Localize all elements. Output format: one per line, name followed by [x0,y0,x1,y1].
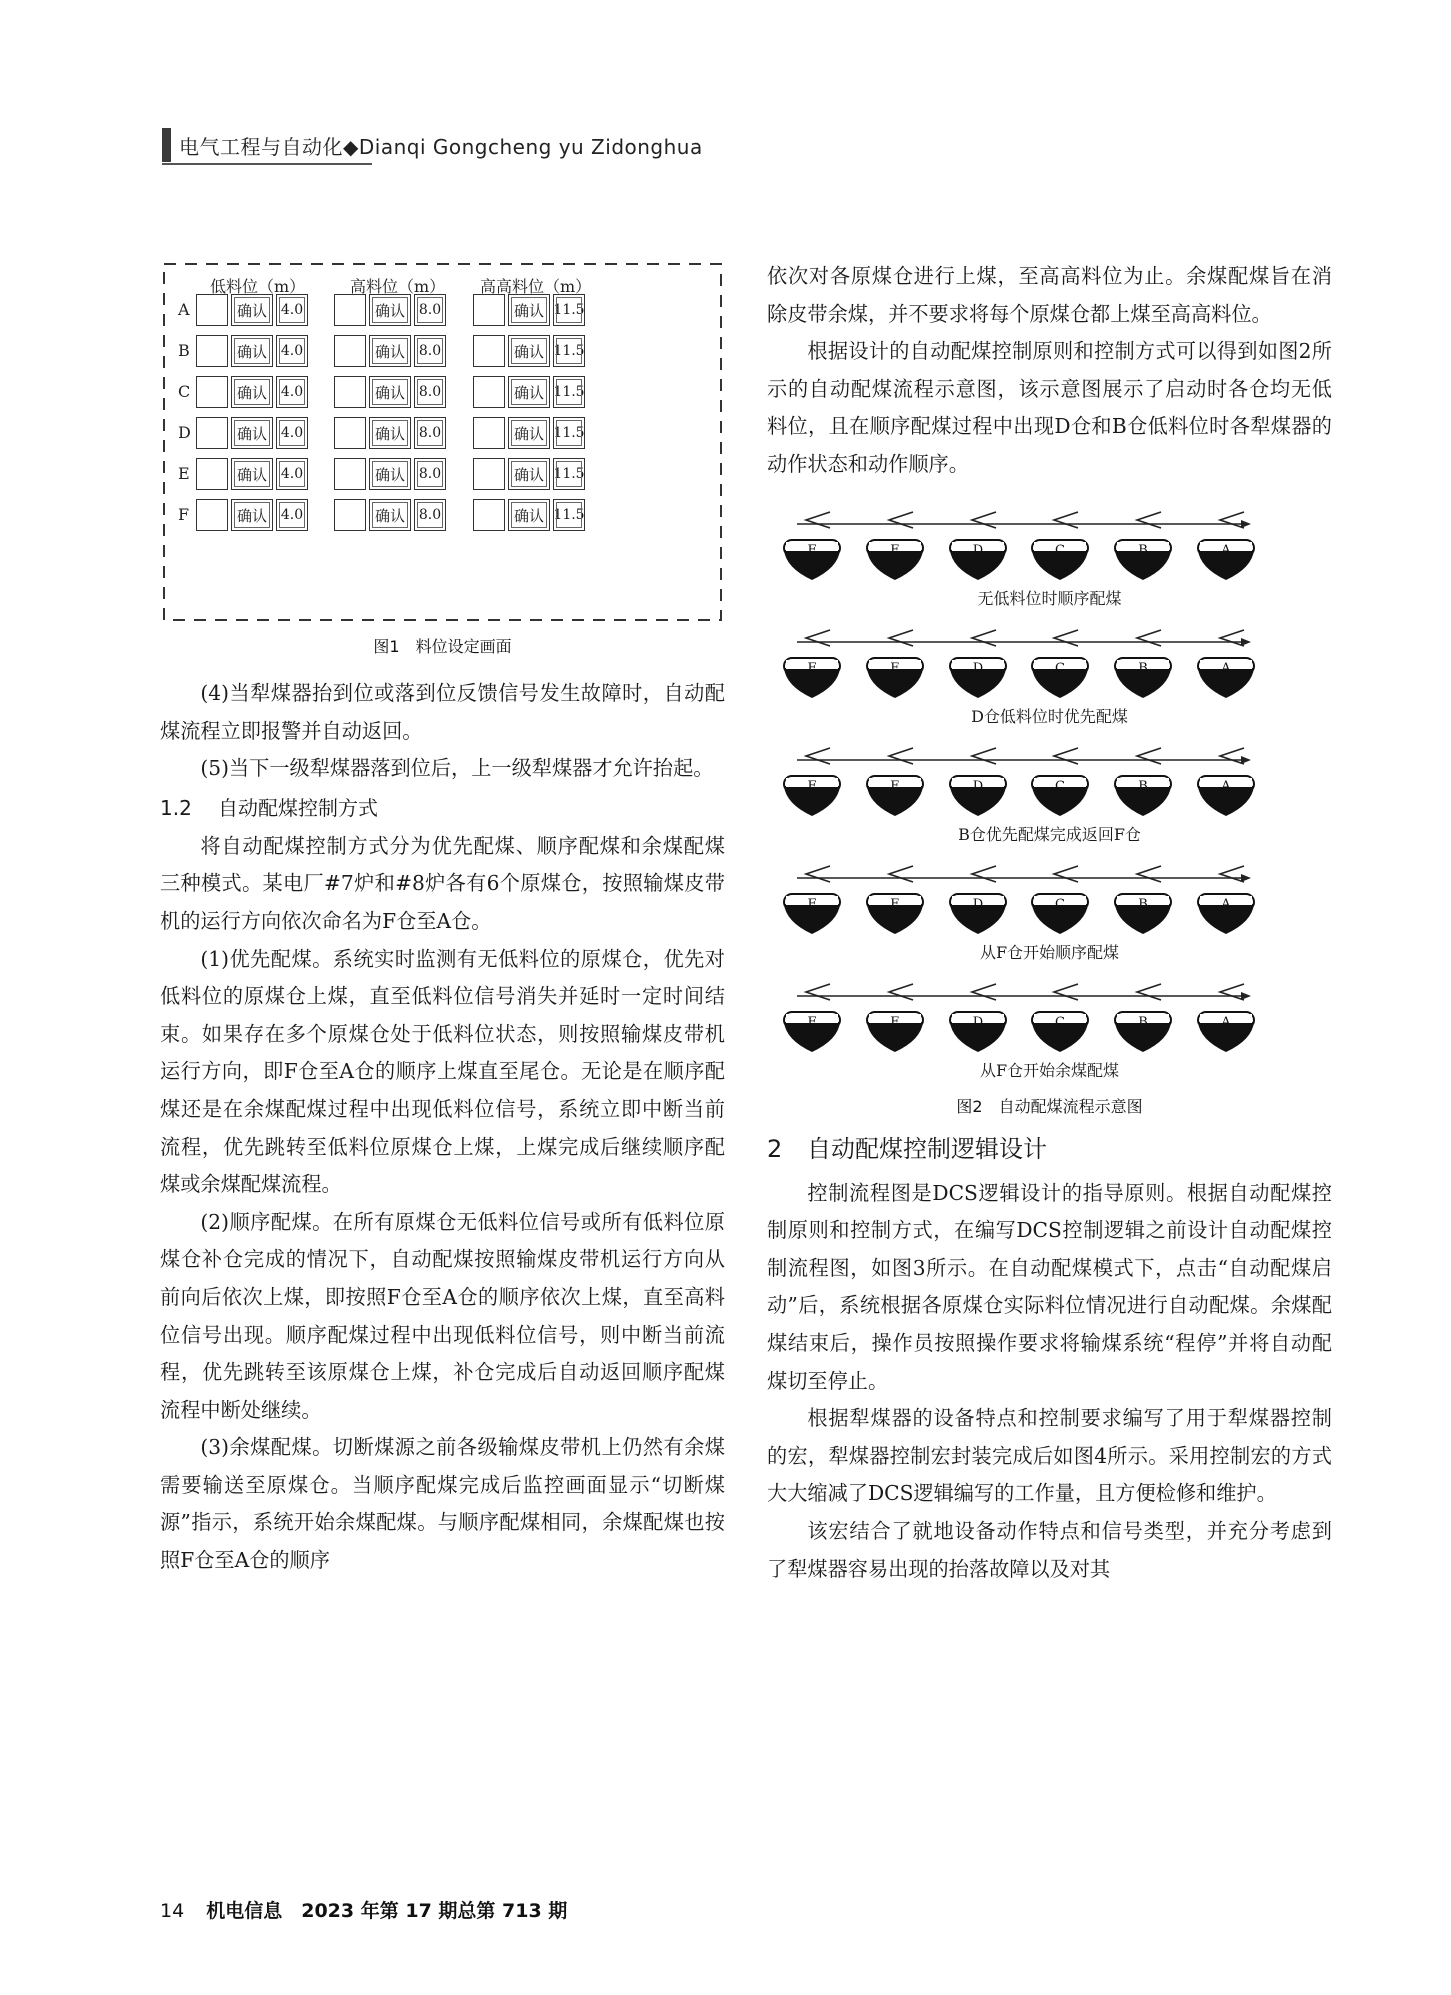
bin-label: E [890,1014,900,1030]
coal-bin [1115,894,1171,934]
coal-bin [950,658,1006,698]
header-rule [162,163,372,165]
level-value-field[interactable]: 4.0 [276,294,308,326]
level-column-header: 低料位（m） [210,277,306,296]
bin-label: B [1138,778,1148,794]
figure-2-intro: 根据设计的自动配煤控制原则和控制方式可以得到如图2所示的自动配煤流程示意图，该示意图展示了启动时各仓均无低料位，且在顺序配煤过程中出现D仓和B仓低料位时各犁煤器的动作状态和动作顺序。 [767,339,1332,476]
paragraph-5: (5)当下一级犁煤器落到位后，上一级犁煤器才允许抬起。 [200,756,714,781]
bin-label: C [1055,660,1065,676]
level-status-box [473,294,505,326]
plough-icon [1054,630,1078,646]
level-value-field[interactable]: 4.0 [276,499,308,531]
level-status-box [334,499,366,531]
flow-panel-caption: D仓低料位时优先配煤 [971,706,1128,726]
header-title: 电气工程与自动化◆Dianqi Gongcheng yu Zidonghua [179,134,703,159]
continued-paragraph: 依次对各原煤仓进行上煤，至高高料位为止。余煤配煤旨在消除皮带余煤，并不要求将每个原煤仓都上煤至高高料位。 [767,264,1332,326]
coal-bin [1115,540,1171,580]
plough-icon [1054,748,1078,764]
bin-label: C [1055,778,1065,794]
confirm-button[interactable]: 确认 [369,458,411,490]
confirm-button[interactable]: 确认 [508,499,550,531]
flow-panel-caption: B仓优先配煤完成返回F仓 [958,824,1141,844]
bin-row-label: C [178,382,191,401]
confirm-button[interactable]: 确认 [231,458,273,490]
plough-icon [806,512,830,528]
paragraph-macro: 根据犁煤器的设备特点和控制要求编写了用于犁煤器控制的宏，犁煤器控制宏封装完成后如图4所示。采用控制宏的方式大大缩减了DCS逻辑编写的工作量，且方便检修和维护。 [767,1406,1332,1506]
bin-label: D [972,778,984,794]
figure-2 [767,498,1332,1088]
bin-label: F [807,778,817,794]
bin-label: B [1138,1014,1148,1030]
coal-bin [1032,1012,1088,1052]
level-value-field[interactable]: 8.0 [414,499,446,531]
plough-icon [1137,748,1161,764]
bin-label: F [807,1014,817,1030]
confirm-button[interactable]: 确认 [231,417,273,449]
plough-icon [1054,866,1078,882]
bin-label: D [972,660,984,676]
level-value-field[interactable]: 4.0 [276,376,308,408]
plough-icon [1220,748,1244,764]
section-number: 2 [767,1134,783,1163]
paragraph-macro-features: 该宏结合了就地设备动作特点和信号类型，并充分考虑到了犁煤器容易出现的抬落故障以及对其 [767,1518,1332,1581]
bin-label: E [890,542,900,558]
plough-icon [806,866,830,882]
level-status-box [334,335,366,367]
level-status-box [473,458,505,490]
section-title: 自动配煤控制逻辑设计 [807,1134,1047,1163]
bin-label: C [1055,542,1065,558]
coal-bin [867,776,923,816]
bin-label: D [972,1014,984,1030]
coal-bin [1032,776,1088,816]
level-column-header: 高料位（m） [350,277,446,296]
level-value-field[interactable]: 8.0 [414,294,446,326]
coal-bin [950,540,1006,580]
bin-label: D [972,542,984,558]
bin-label: A [1221,1014,1231,1030]
level-value-field[interactable]: 4.0 [276,335,308,367]
level-status-box [334,294,366,326]
flow-panel [767,970,1332,1066]
flow-panel-caption: 从F仓开始顺序配煤 [979,942,1120,962]
level-value-field[interactable]: 8.0 [414,417,446,449]
bin-row-label: B [178,341,190,360]
plough-icon [806,748,830,764]
confirm-button[interactable]: 确认 [231,335,273,367]
confirm-button[interactable]: 确认 [231,376,273,408]
plough-icon [1220,866,1244,882]
plough-icon [972,748,996,764]
plough-icon [1220,512,1244,528]
paragraph-flowchart: 控制流程图是DCS逻辑设计的指导原则。根据自动配煤控制原则和控制方式，在编写DCS控制逻辑之前设计自动配煤控制流程图，如图3所示。在自动配煤模式下，点击“自动配煤启动”后，系统根据各原煤仓实际料位情况进行自动配煤。余煤配煤结束后，操作员按照操作要求将输煤系统“程停”并将自动配煤切至停止。 [767,1180,1332,1393]
level-status-box [196,294,228,326]
bin-label: F [807,896,817,912]
control-intro: 将自动配煤控制方式分为优先配煤、顺序配煤和余煤配煤三种模式。某电厂#7炉和#8炉各有6个原煤仓，按照输煤皮带机的运行方向依次命名为F仓至A仓。 [160,833,725,933]
figure-1 [160,260,725,628]
coal-bin [1032,540,1088,580]
page-number: 14 [160,1900,185,1922]
coal-bin [1198,540,1254,580]
level-value-field[interactable]: 11.5 [553,458,585,490]
coal-bin [784,1012,840,1052]
right-column [767,258,1332,1588]
plough-icon [889,630,913,646]
coal-bin [1198,658,1254,698]
flow-panel-caption: 从F仓开始余煤配煤 [979,1060,1120,1080]
confirm-button[interactable]: 确认 [508,458,550,490]
page-footer [160,1896,567,1923]
section-title: 自动配煤控制方式 [218,795,378,820]
level-status-box [334,417,366,449]
coal-bin [1115,1012,1171,1052]
bin-label: E [890,778,900,794]
flow-panel [767,498,1332,594]
mode-priority: (1)优先配煤。系统实时监测有无低料位的原煤仓，优先对低料位的原煤仓上煤，直至低料位信号消失并延时一定时间结束。如果存在多个原煤仓处于低料位状态，则按照输煤皮带机运行方向，即F仓至A仓的顺序上煤直至尾仓。无论是在顺序配煤还是在余煤配煤过程中出现低料位信号，系统立即中断当前流程，优先跳转至低料位原煤仓上煤，上煤完成后继续顺序配煤或余煤配煤流程。 [160,946,725,1197]
bin-label: E [890,660,900,676]
bin-label: C [1055,896,1065,912]
plough-icon [1054,984,1078,1000]
plough-icon [972,512,996,528]
header-bar [162,128,171,162]
level-status-box [473,417,505,449]
coal-bin [1032,658,1088,698]
level-value-field[interactable]: 8.0 [414,335,446,367]
level-value-field[interactable]: 11.5 [553,376,585,408]
bin-label: A [1221,660,1231,676]
bin-row-label: E [178,464,190,483]
level-status-box [473,376,505,408]
plough-icon [972,630,996,646]
level-value-field[interactable]: 11.5 [553,417,585,449]
flow-panel-caption: 无低料位时顺序配煤 [977,588,1122,608]
section-2-heading [767,1127,1332,1171]
confirm-button[interactable]: 确认 [508,294,550,326]
confirm-button[interactable]: 确认 [508,417,550,449]
bin-label: A [1221,896,1231,912]
plough-icon [1137,512,1161,528]
coal-bin [867,1012,923,1052]
figure-2-caption: 图2 自动配煤流程示意图 [956,1096,1143,1116]
bin-label: B [1138,542,1148,558]
plough-icon [1054,512,1078,528]
plough-icon [1137,866,1161,882]
plough-icon [889,512,913,528]
plough-icon [806,984,830,1000]
coal-bin [784,776,840,816]
coal-bin [867,894,923,934]
confirm-button[interactable]: 确认 [369,499,411,531]
level-value-field[interactable]: 4.0 [276,417,308,449]
coal-bin [1198,776,1254,816]
journal-info: 机电信息 2023 年第 17 期总第 713 期 [206,1900,568,1922]
coal-bin [950,1012,1006,1052]
bin-row-label: F [178,505,190,524]
coal-bin [867,540,923,580]
plough-icon [1220,984,1244,1000]
bin-label: C [1055,1014,1065,1030]
level-value-field[interactable]: 8.0 [414,458,446,490]
level-status-box [334,458,366,490]
coal-bin [784,658,840,698]
confirm-button[interactable]: 确认 [369,417,411,449]
bin-row-label: D [178,423,191,442]
plough-icon [889,748,913,764]
confirm-button[interactable]: 确认 [508,335,550,367]
plough-icon [1220,630,1244,646]
level-value-field[interactable]: 11.5 [553,294,585,326]
bin-label: B [1138,896,1148,912]
mode-sequential: (2)顺序配煤。在所有原煤仓无低料位信号或所有低料位原煤仓补仓完成的情况下，自动配煤按照输煤皮带机运行方向从前向后依次上煤，即按照F仓至A仓的顺序依次上煤，直至高料位信号出现。顺序配煤过程中出现低料位信号，则中断当前流程，优先跳转至该原煤仓上煤，补仓完成后自动返回顺序配煤流程中断处继续。 [160,1209,725,1422]
confirm-button[interactable]: 确认 [231,499,273,531]
level-column-header: 高高料位（m） [480,277,592,296]
section-1-2-heading [160,790,725,826]
level-status-box [473,335,505,367]
section-number: 1.2 [160,795,192,820]
plough-icon [889,866,913,882]
coal-bin [1115,658,1171,698]
confirm-button[interactable]: 确认 [508,376,550,408]
confirm-button[interactable]: 确认 [369,376,411,408]
coal-bin [1198,1012,1254,1052]
paragraph-4: (4)当犁煤器抬到位或落到位反馈信号发生故障时，自动配煤流程立即报警并自动返回。 [160,681,725,743]
bin-label: A [1221,778,1231,794]
level-value-field[interactable]: 11.5 [553,499,585,531]
plough-icon [972,984,996,1000]
left-column [160,260,725,1580]
bin-row-label: A [178,300,190,319]
coal-bin [1032,894,1088,934]
level-status-box [334,376,366,408]
confirm-button[interactable]: 确认 [369,335,411,367]
coal-bin [950,894,1006,934]
mode-residual: (3)余煤配煤。切断煤源之前各级输煤皮带机上仍然有余煤需要输送至原煤仓。当顺序配煤完成后监控画面显示“切断煤源”指示，系统开始余煤配煤。与顺序配煤相同，余煤配煤也按照F仓至A仓的顺序 [160,1435,725,1573]
level-status-box [473,499,505,531]
coal-bin [784,540,840,580]
level-value-field[interactable]: 4.0 [276,458,308,490]
flow-panel [767,734,1332,830]
plough-icon [889,984,913,1000]
bin-label: A [1221,542,1231,558]
level-value-field[interactable]: 8.0 [414,376,446,408]
plough-icon [1137,630,1161,646]
level-status-box [196,499,228,531]
flow-panel [767,616,1332,712]
flow-panel [767,852,1332,948]
level-value-field[interactable]: 11.5 [553,335,585,367]
plough-icon [1137,984,1161,1000]
bin-label: D [972,896,984,912]
coal-bin [784,894,840,934]
bin-label: F [807,660,817,676]
level-status-box [196,335,228,367]
running-header [162,128,703,162]
coal-bin [867,658,923,698]
level-status-box [196,376,228,408]
coal-bin [950,776,1006,816]
level-status-box [196,417,228,449]
bin-label: F [807,542,817,558]
coal-bin [1198,894,1254,934]
coal-bin [1115,776,1171,816]
level-status-box [196,458,228,490]
confirm-button[interactable]: 确认 [231,294,273,326]
bin-label: E [890,896,900,912]
bin-label: B [1138,660,1148,676]
plough-icon [972,866,996,882]
confirm-button[interactable]: 确认 [369,294,411,326]
figure-1-caption: 图1 料位设定画面 [373,637,512,656]
plough-icon [806,630,830,646]
